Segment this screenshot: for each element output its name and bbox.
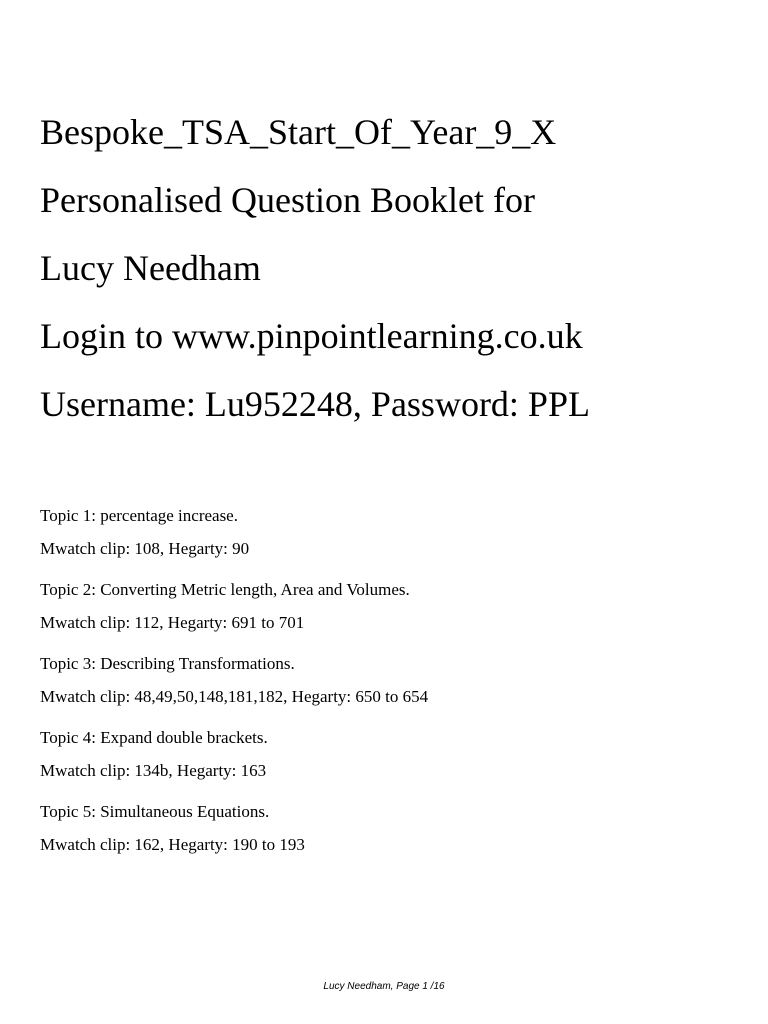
topic-references: Mwatch clip: 162, Hegarty: 190 to 193 [40, 835, 305, 854]
topic-list [40, 505, 740, 875]
booklet-subtitle: Personalised Question Booklet for [40, 180, 535, 220]
topic-references: Mwatch clip: 48,49,50,148,181,182, Hegarty: 650 to 654 [40, 687, 429, 706]
booklet-title: Bespoke_TSA_Start_Of_Year_9_X [40, 112, 557, 152]
topic-title: Topic 4: Expand double brackets. [40, 728, 268, 747]
topic-item-3 [40, 653, 740, 708]
login-credentials: Username: Lu952248, Password: PPL [40, 384, 590, 424]
page-footer: Lucy Needham, Page 1 /16 [323, 981, 445, 992]
topic-references: Mwatch clip: 112, Hegarty: 691 to 701 [40, 613, 305, 632]
topic-title: Topic 3: Describing Transformations. [40, 654, 295, 673]
topic-references: Mwatch clip: 134b, Hegarty: 163 [40, 761, 267, 780]
topic-title: Topic 2: Converting Metric length, Area and Volumes. [40, 580, 410, 599]
topic-references: Mwatch clip: 108, Hegarty: 90 [40, 539, 250, 558]
topic-item-2 [40, 579, 740, 634]
topic-item-1 [40, 505, 740, 560]
topic-title: Topic 1: percentage increase. [40, 506, 238, 525]
student-name: Lucy Needham [40, 248, 261, 288]
topic-item-4 [40, 727, 740, 782]
booklet-header [40, 112, 740, 452]
login-instructions: Login to www.pinpointlearning.co.uk [40, 316, 583, 356]
topic-item-5 [40, 801, 740, 856]
topic-title: Topic 5: Simultaneous Equations. [40, 802, 270, 821]
